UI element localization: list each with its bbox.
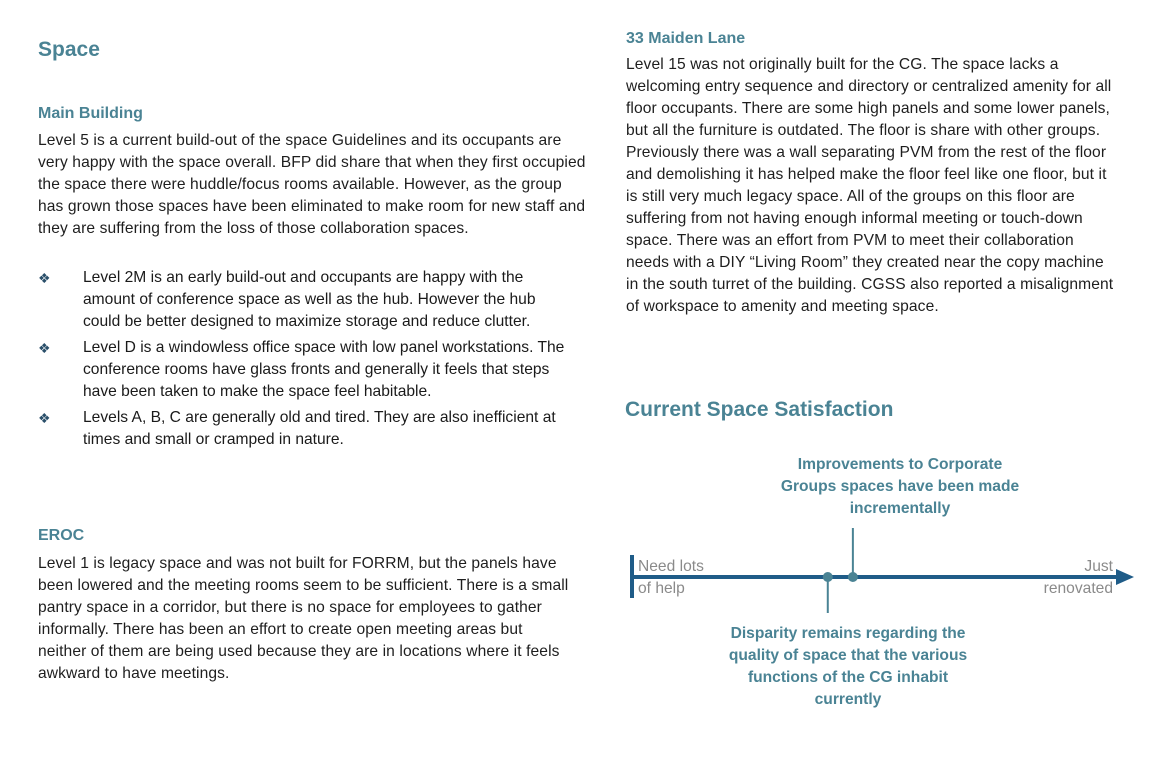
main-building-heading: Main Building <box>38 105 143 122</box>
maiden-lane-text: Level 15 was not originally built for the CG. The space lacks a welcoming entry sequence and directory or centralized amenity for all floor occupants. There are some high panels and some lower panels, but all the furniture is outdated. The floor is share with other groups. Previously there was a wall separating PVM from the rest of the floor and demolishing it has helped make the floor feel like one floor, but it is still very much legacy space. All of the groups on this floor are suffering from not having enough informal meeting or touch-down space. There was an effort from PVM to meet their collaboration needs with a DIY “Living Room” they created near the copy machine in the south turret of the building. CGSS also reported a misalignment of workspace to amenity and meeting space. <box>626 56 1114 315</box>
upper-marker-label: Improvements to Corporate Groups spaces have been made incrementally <box>780 456 1020 517</box>
upper-marker-dot <box>848 572 858 582</box>
satisfaction-title: Current Space Satisfaction <box>625 398 894 421</box>
diamond-bullet-icon: ❖ <box>38 270 51 286</box>
diamond-bullet-icon: ❖ <box>38 340 51 356</box>
scale-left-line2: of help <box>638 580 685 597</box>
main-building-bullets <box>38 267 573 455</box>
bullet-text: Levels A, B, C are generally old and tired. They are also inefficient at times and small or cramped in nature. <box>83 409 556 448</box>
main-building-intro: Level 5 is a current build-out of the space Guidelines and its occupants are very happy with the space overall. BFP did share that when they first occupied the space there were huddle/focus rooms available. However, as the group has grown those spaces have been eliminated to make room for new staff and they are suffering from the loss of those collaboration spaces. <box>38 132 586 237</box>
bullet-text: Level D is a windowless office space with low panel workstations. The conference rooms have glass fronts and generally it feels that steps have been taken to make the space feel habitable. <box>83 339 565 400</box>
eroc-heading: EROC <box>38 527 85 544</box>
lower-marker-dot <box>823 572 833 582</box>
maiden-lane-heading: 33 Maiden Lane <box>626 30 746 47</box>
list-item <box>38 407 573 451</box>
scale-left-line1: Need lots <box>638 558 704 575</box>
scale-arrow-icon <box>1116 569 1134 585</box>
page-title: Space <box>38 38 100 61</box>
scale-right-label <box>1000 556 1113 600</box>
list-item <box>38 337 573 403</box>
scale-left-label <box>638 556 704 600</box>
list-item <box>38 267 573 333</box>
bullet-text: Level 2M is an early build-out and occupants are happy with the amount of conference space as well as the hub. However the hub could be better designed to maximize storage and reduce clutter. <box>83 269 536 330</box>
scale-right-line1: Just <box>1084 558 1113 575</box>
eroc-text: Level 1 is legacy space and was not built for FORRM, but the panels have been lowered and the meeting rooms seem to be sufficient. There is a small pantry space in a corridor, but there is no space for employees to gather informally. There has been an effort to create open meeting areas but neither of them are being used because they are in locations where it feels awkward to have meetings. <box>38 555 569 682</box>
diamond-bullet-icon: ❖ <box>38 410 51 426</box>
scale-right-line2: renovated <box>1043 580 1113 597</box>
lower-marker-label: Disparity remains regarding the quality of space that the various functions of the CG inhabit currently <box>728 625 968 708</box>
